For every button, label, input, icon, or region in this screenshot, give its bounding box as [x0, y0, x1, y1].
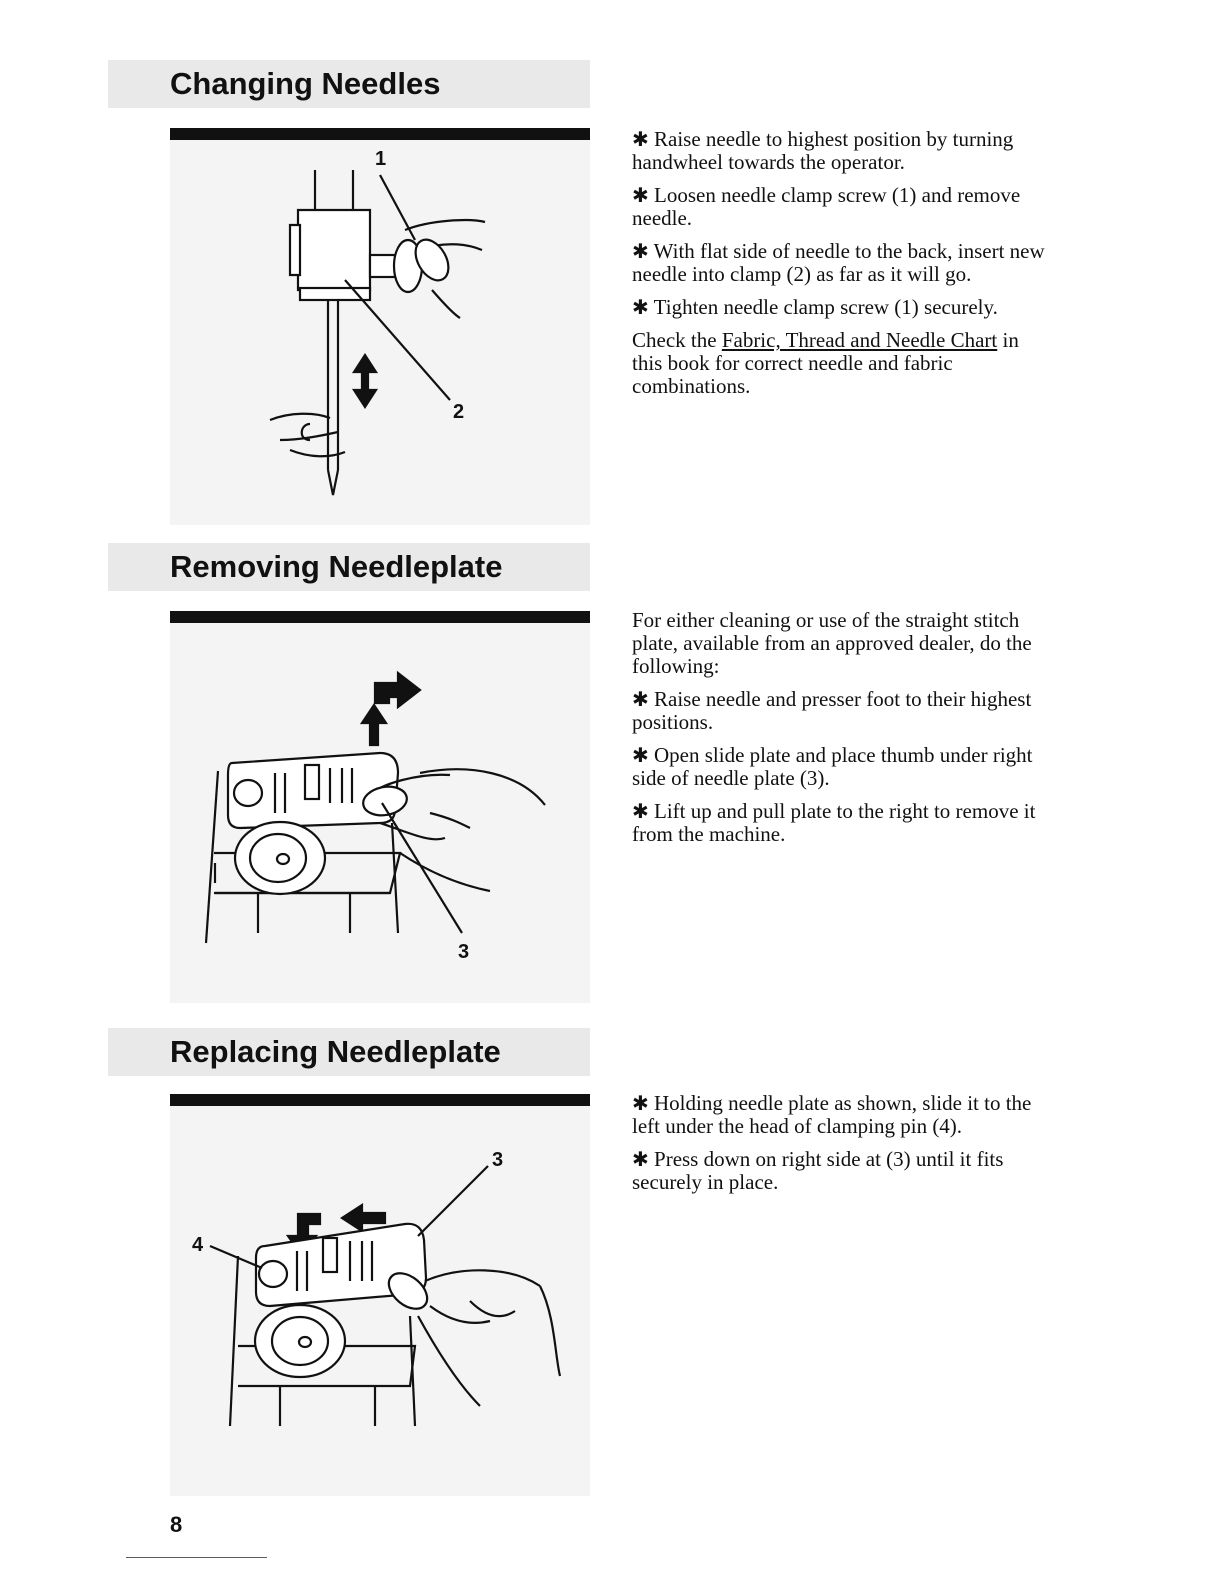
instruction-item: [632, 128, 1052, 174]
instruction-item: [632, 296, 1052, 319]
chart-reference-note: [632, 329, 1052, 398]
intro-text: For either cleaning or use of the straight stitch plate, available from an approved dealer, do the following:: [632, 608, 1032, 678]
section-heading-replacing-needleplate: Replacing Needleplate: [108, 1028, 590, 1076]
instruction-item: [632, 184, 1052, 230]
section-heading-removing-needleplate: Removing Needleplate: [108, 543, 590, 591]
note-prefix: Check the: [632, 328, 722, 352]
instruction-text: With flat side of needle to the back, insert new needle into clamp (2) as far as it will go.: [632, 239, 1045, 286]
figure-replacing-needleplate: [170, 1106, 590, 1496]
instruction-text: Holding needle plate as shown, slide it to the left under the head of clamping pin (4).: [632, 1091, 1032, 1138]
bullet-icon: ✱: [632, 239, 649, 263]
bullet-icon: ✱: [632, 127, 649, 151]
instruction-item: [632, 744, 1052, 790]
figure-label-1: 1: [375, 148, 387, 170]
instruction-text: Press down on right side at (3) until it fits securely in place.: [632, 1147, 1004, 1194]
section-rule: [170, 611, 590, 623]
figure-label-2: 2: [453, 401, 465, 423]
page-number: 8: [170, 1512, 183, 1537]
bullet-icon: ✱: [632, 295, 649, 319]
instruction-item: [632, 240, 1052, 286]
instruction-item: [632, 1148, 1052, 1194]
instruction-item: [632, 1092, 1052, 1138]
bullet-icon: ✱: [632, 687, 649, 711]
figure-removing-needleplate: [170, 623, 590, 1003]
chart-reference-link: Fabric, Thread and Needle Chart: [721, 328, 998, 352]
section-rule: [170, 128, 590, 140]
figure-label-4: 4: [192, 1234, 204, 1256]
instruction-text: Raise needle to highest position by turning handwheel towards the operator.: [632, 127, 1014, 174]
instruction-text: Loosen needle clamp screw (1) and remove needle.: [632, 183, 1021, 230]
figure-changing-needles: [170, 140, 590, 525]
note-suffix: in this book for correct needle and fabric combinations.: [632, 328, 1019, 398]
text-replacing-needleplate: [632, 1092, 1052, 1204]
figure-label-3: 3: [458, 941, 470, 963]
instruction-text: Tighten needle clamp screw (1) securely.: [653, 295, 998, 319]
bullet-icon: ✱: [632, 1147, 649, 1171]
bullet-icon: ✱: [632, 1091, 649, 1115]
section-heading-changing-needles: Changing Needles: [108, 60, 590, 108]
text-removing-needleplate: [632, 609, 1052, 856]
bullet-icon: ✱: [632, 799, 649, 823]
section-rule: [170, 1094, 590, 1106]
text-changing-needles: [632, 128, 1052, 408]
instruction-text: Raise needle and presser foot to their highest positions.: [632, 687, 1032, 734]
instruction-item: [632, 800, 1052, 846]
instruction-item: [632, 688, 1052, 734]
footer-divider: [126, 1557, 267, 1558]
bullet-icon: ✱: [632, 183, 649, 207]
bullet-icon: ✱: [632, 743, 649, 767]
figure-label-3: 3: [492, 1149, 504, 1171]
instruction-text: Open slide plate and place thumb under right side of needle plate (3).: [632, 743, 1033, 790]
instruction-text: Lift up and pull plate to the right to remove it from the machine.: [632, 799, 1036, 846]
